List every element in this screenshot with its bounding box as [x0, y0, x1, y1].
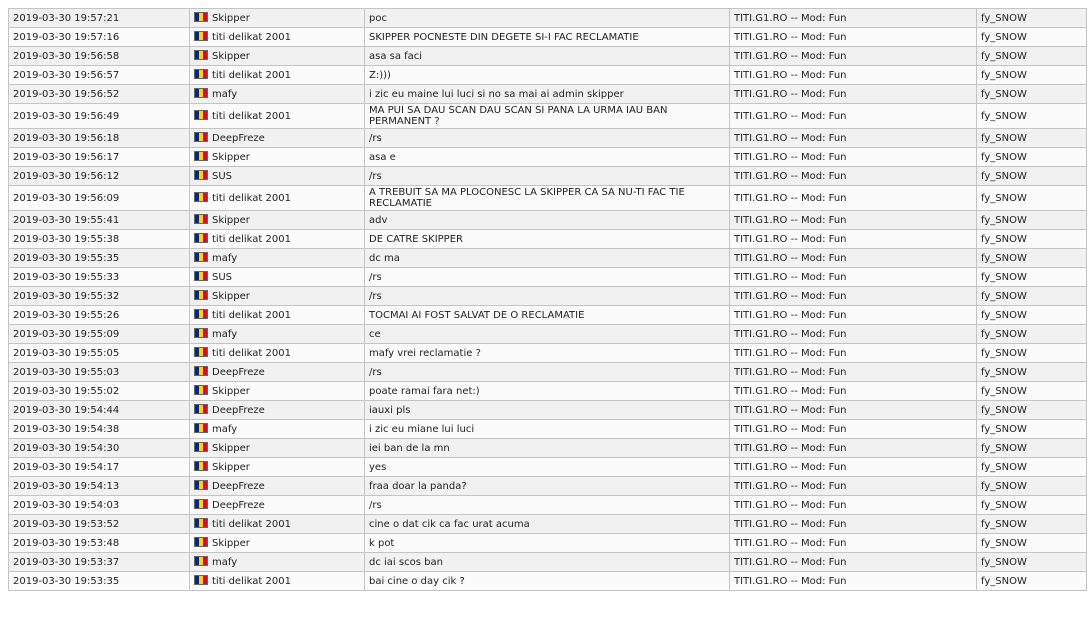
player-name: Skipper — [212, 443, 250, 454]
table-row — [9, 66, 1087, 85]
player-name: titi delikat 2001 — [212, 70, 291, 81]
message-cell: i zic eu maine lui luci si no sa mai ai admin skipper — [365, 85, 730, 104]
message-cell: dc ma — [365, 249, 730, 268]
server-cell: TITI.G1.RO -- Mod: Fun — [730, 47, 977, 66]
romania-flag-icon — [194, 290, 208, 300]
table-row — [9, 306, 1087, 325]
romania-flag-icon — [194, 31, 208, 41]
map-cell: fy_SNOW — [977, 85, 1087, 104]
timestamp-cell: 2019-03-30 19:55:38 — [9, 230, 190, 249]
server-cell: TITI.G1.RO -- Mod: Fun — [730, 9, 977, 28]
message-cell: /rs — [365, 129, 730, 148]
timestamp-cell: 2019-03-30 19:53:52 — [9, 515, 190, 534]
romania-flag-icon — [194, 12, 208, 22]
table-row — [9, 47, 1087, 66]
map-cell: fy_SNOW — [977, 363, 1087, 382]
table-row — [9, 401, 1087, 420]
table-row — [9, 186, 1087, 211]
romania-flag-icon — [194, 233, 208, 243]
message-cell: /rs — [365, 363, 730, 382]
romania-flag-icon — [194, 170, 208, 180]
romania-flag-icon — [194, 132, 208, 142]
map-cell: fy_SNOW — [977, 211, 1087, 230]
player-cell — [190, 458, 365, 477]
romania-flag-icon — [194, 271, 208, 281]
player-name: mafy — [212, 89, 238, 100]
map-cell: fy_SNOW — [977, 572, 1087, 591]
server-cell: TITI.G1.RO -- Mod: Fun — [730, 85, 977, 104]
chat-log-body — [9, 9, 1087, 591]
map-cell: fy_SNOW — [977, 66, 1087, 85]
table-row — [9, 85, 1087, 104]
server-cell: TITI.G1.RO -- Mod: Fun — [730, 534, 977, 553]
message-cell: poate ramai fara net:) — [365, 382, 730, 401]
timestamp-cell: 2019-03-30 19:56:12 — [9, 167, 190, 186]
timestamp-cell: 2019-03-30 19:55:05 — [9, 344, 190, 363]
server-cell: TITI.G1.RO -- Mod: Fun — [730, 306, 977, 325]
timestamp-cell: 2019-03-30 19:55:26 — [9, 306, 190, 325]
player-cell — [190, 85, 365, 104]
map-cell: fy_SNOW — [977, 148, 1087, 167]
server-cell: TITI.G1.RO -- Mod: Fun — [730, 401, 977, 420]
player-cell — [190, 268, 365, 287]
map-cell: fy_SNOW — [977, 287, 1087, 306]
server-cell: TITI.G1.RO -- Mod: Fun — [730, 148, 977, 167]
table-row — [9, 325, 1087, 344]
server-cell: TITI.G1.RO -- Mod: Fun — [730, 553, 977, 572]
romania-flag-icon — [194, 328, 208, 338]
romania-flag-icon — [194, 151, 208, 161]
player-name: mafy — [212, 557, 238, 568]
player-name: titi delikat 2001 — [212, 193, 291, 204]
player-name: mafy — [212, 253, 238, 264]
message-cell: yes — [365, 458, 730, 477]
romania-flag-icon — [194, 88, 208, 98]
message-cell: SKIPPER POCNESTE DIN DEGETE SI-I FAC RECLAMATIE — [365, 28, 730, 47]
map-cell: fy_SNOW — [977, 306, 1087, 325]
player-cell — [190, 496, 365, 515]
player-cell — [190, 306, 365, 325]
message-cell: /rs — [365, 287, 730, 306]
timestamp-cell: 2019-03-30 19:56:09 — [9, 186, 190, 211]
map-cell: fy_SNOW — [977, 515, 1087, 534]
table-row — [9, 458, 1087, 477]
timestamp-cell: 2019-03-30 19:54:30 — [9, 439, 190, 458]
player-cell — [190, 515, 365, 534]
map-cell: fy_SNOW — [977, 167, 1087, 186]
map-cell: fy_SNOW — [977, 47, 1087, 66]
player-name: titi delikat 2001 — [212, 32, 291, 43]
table-row — [9, 382, 1087, 401]
table-row — [9, 420, 1087, 439]
server-cell: TITI.G1.RO -- Mod: Fun — [730, 344, 977, 363]
player-cell — [190, 344, 365, 363]
timestamp-cell: 2019-03-30 19:56:17 — [9, 148, 190, 167]
message-cell: MA PUI SA DAU SCAN DAU SCAN SI PANA LA URMA IAU BAN PERMANENT ? — [365, 104, 730, 129]
player-name: Skipper — [212, 13, 250, 24]
timestamp-cell: 2019-03-30 19:55:32 — [9, 287, 190, 306]
server-cell: TITI.G1.RO -- Mod: Fun — [730, 572, 977, 591]
player-cell — [190, 553, 365, 572]
message-cell: bai cine o day cik ? — [365, 572, 730, 591]
chat-log-table — [8, 8, 1087, 591]
server-cell: TITI.G1.RO -- Mod: Fun — [730, 477, 977, 496]
player-cell — [190, 129, 365, 148]
message-cell: adv — [365, 211, 730, 230]
romania-flag-icon — [194, 309, 208, 319]
map-cell: fy_SNOW — [977, 186, 1087, 211]
player-cell — [190, 382, 365, 401]
player-cell — [190, 439, 365, 458]
timestamp-cell: 2019-03-30 19:55:09 — [9, 325, 190, 344]
player-cell — [190, 9, 365, 28]
map-cell: fy_SNOW — [977, 382, 1087, 401]
message-cell: poc — [365, 9, 730, 28]
player-cell — [190, 148, 365, 167]
timestamp-cell: 2019-03-30 19:56:18 — [9, 129, 190, 148]
player-name: titi delikat 2001 — [212, 234, 291, 245]
player-name: titi delikat 2001 — [212, 519, 291, 530]
romania-flag-icon — [194, 192, 208, 202]
player-name: titi delikat 2001 — [212, 111, 291, 122]
map-cell: fy_SNOW — [977, 439, 1087, 458]
timestamp-cell: 2019-03-30 19:53:35 — [9, 572, 190, 591]
player-name: Skipper — [212, 462, 250, 473]
romania-flag-icon — [194, 461, 208, 471]
romania-flag-icon — [194, 518, 208, 528]
message-cell: mafy vrei reclamatie ? — [365, 344, 730, 363]
player-cell — [190, 230, 365, 249]
player-name: titi delikat 2001 — [212, 348, 291, 359]
map-cell: fy_SNOW — [977, 230, 1087, 249]
table-row — [9, 104, 1087, 129]
timestamp-cell: 2019-03-30 19:54:38 — [9, 420, 190, 439]
table-row — [9, 477, 1087, 496]
table-row — [9, 553, 1087, 572]
player-cell — [190, 477, 365, 496]
table-row — [9, 496, 1087, 515]
player-name: Skipper — [212, 386, 250, 397]
romania-flag-icon — [194, 252, 208, 262]
map-cell: fy_SNOW — [977, 420, 1087, 439]
message-cell: i zic eu miane lui luci — [365, 420, 730, 439]
message-cell: asa sa faci — [365, 47, 730, 66]
server-cell: TITI.G1.RO -- Mod: Fun — [730, 287, 977, 306]
server-cell: TITI.G1.RO -- Mod: Fun — [730, 129, 977, 148]
player-name: Skipper — [212, 291, 250, 302]
timestamp-cell: 2019-03-30 19:55:03 — [9, 363, 190, 382]
romania-flag-icon — [194, 423, 208, 433]
player-cell — [190, 47, 365, 66]
map-cell: fy_SNOW — [977, 129, 1087, 148]
player-cell — [190, 572, 365, 591]
player-cell — [190, 167, 365, 186]
player-name: titi delikat 2001 — [212, 576, 291, 587]
message-cell: cine o dat cik ca fac urat acuma — [365, 515, 730, 534]
romania-flag-icon — [194, 575, 208, 585]
map-cell: fy_SNOW — [977, 268, 1087, 287]
timestamp-cell: 2019-03-30 19:56:58 — [9, 47, 190, 66]
table-row — [9, 148, 1087, 167]
message-cell: k pot — [365, 534, 730, 553]
timestamp-cell: 2019-03-30 19:55:33 — [9, 268, 190, 287]
table-row — [9, 439, 1087, 458]
player-cell — [190, 325, 365, 344]
player-cell — [190, 287, 365, 306]
server-cell: TITI.G1.RO -- Mod: Fun — [730, 420, 977, 439]
server-cell: TITI.G1.RO -- Mod: Fun — [730, 186, 977, 211]
player-cell — [190, 534, 365, 553]
message-cell: /rs — [365, 496, 730, 515]
timestamp-cell: 2019-03-30 19:53:48 — [9, 534, 190, 553]
map-cell: fy_SNOW — [977, 325, 1087, 344]
player-cell — [190, 420, 365, 439]
timestamp-cell: 2019-03-30 19:55:35 — [9, 249, 190, 268]
player-name: mafy — [212, 424, 238, 435]
server-cell: TITI.G1.RO -- Mod: Fun — [730, 167, 977, 186]
server-cell: TITI.G1.RO -- Mod: Fun — [730, 382, 977, 401]
message-cell: TOCMAI AI FOST SALVAT DE O RECLAMATIE — [365, 306, 730, 325]
table-row — [9, 129, 1087, 148]
player-name: SUS — [212, 272, 233, 283]
timestamp-cell: 2019-03-30 19:53:37 — [9, 553, 190, 572]
player-cell — [190, 66, 365, 85]
message-cell: DE CATRE SKIPPER — [365, 230, 730, 249]
table-row — [9, 287, 1087, 306]
timestamp-cell: 2019-03-30 19:54:03 — [9, 496, 190, 515]
table-row — [9, 9, 1087, 28]
message-cell: Z:))) — [365, 66, 730, 85]
player-name: DeepFreze — [212, 405, 265, 416]
player-name: DeepFreze — [212, 133, 265, 144]
message-cell: asa e — [365, 148, 730, 167]
timestamp-cell: 2019-03-30 19:54:44 — [9, 401, 190, 420]
table-row — [9, 28, 1087, 47]
map-cell: fy_SNOW — [977, 28, 1087, 47]
map-cell: fy_SNOW — [977, 9, 1087, 28]
map-cell: fy_SNOW — [977, 401, 1087, 420]
message-cell: /rs — [365, 268, 730, 287]
table-row — [9, 230, 1087, 249]
player-cell — [190, 401, 365, 420]
server-cell: TITI.G1.RO -- Mod: Fun — [730, 458, 977, 477]
message-cell: /rs — [365, 167, 730, 186]
romania-flag-icon — [194, 214, 208, 224]
message-cell: ce — [365, 325, 730, 344]
server-cell: TITI.G1.RO -- Mod: Fun — [730, 496, 977, 515]
romania-flag-icon — [194, 50, 208, 60]
map-cell: fy_SNOW — [977, 104, 1087, 129]
table-row — [9, 167, 1087, 186]
player-name: Skipper — [212, 538, 250, 549]
player-name: DeepFreze — [212, 367, 265, 378]
romania-flag-icon — [194, 110, 208, 120]
map-cell: fy_SNOW — [977, 458, 1087, 477]
server-cell: TITI.G1.RO -- Mod: Fun — [730, 249, 977, 268]
message-cell: iei ban de la mn — [365, 439, 730, 458]
romania-flag-icon — [194, 499, 208, 509]
timestamp-cell: 2019-03-30 19:56:57 — [9, 66, 190, 85]
player-name: titi delikat 2001 — [212, 310, 291, 321]
table-row — [9, 572, 1087, 591]
timestamp-cell: 2019-03-30 19:56:52 — [9, 85, 190, 104]
timestamp-cell: 2019-03-30 19:57:16 — [9, 28, 190, 47]
timestamp-cell: 2019-03-30 19:56:49 — [9, 104, 190, 129]
player-name: SUS — [212, 171, 233, 182]
player-cell — [190, 363, 365, 382]
table-row — [9, 515, 1087, 534]
romania-flag-icon — [194, 556, 208, 566]
timestamp-cell: 2019-03-30 19:55:02 — [9, 382, 190, 401]
player-cell — [190, 186, 365, 211]
timestamp-cell: 2019-03-30 19:57:21 — [9, 9, 190, 28]
table-row — [9, 363, 1087, 382]
romania-flag-icon — [194, 442, 208, 452]
server-cell: TITI.G1.RO -- Mod: Fun — [730, 363, 977, 382]
romania-flag-icon — [194, 385, 208, 395]
player-name: DeepFreze — [212, 481, 265, 492]
server-cell: TITI.G1.RO -- Mod: Fun — [730, 230, 977, 249]
table-row — [9, 268, 1087, 287]
message-cell: dc iai scos ban — [365, 553, 730, 572]
timestamp-cell: 2019-03-30 19:54:17 — [9, 458, 190, 477]
map-cell: fy_SNOW — [977, 496, 1087, 515]
server-cell: TITI.G1.RO -- Mod: Fun — [730, 268, 977, 287]
player-cell — [190, 249, 365, 268]
player-cell — [190, 104, 365, 129]
message-cell: fraa doar la panda? — [365, 477, 730, 496]
player-cell — [190, 211, 365, 230]
message-cell: A TREBUIT SA MA PLOCONESC LA SKIPPER CA SA NU-TI FAC TIE RECLAMATIE — [365, 186, 730, 211]
romania-flag-icon — [194, 69, 208, 79]
map-cell: fy_SNOW — [977, 249, 1087, 268]
player-name: Skipper — [212, 51, 250, 62]
server-cell: TITI.G1.RO -- Mod: Fun — [730, 104, 977, 129]
map-cell: fy_SNOW — [977, 553, 1087, 572]
map-cell: fy_SNOW — [977, 477, 1087, 496]
player-name: Skipper — [212, 152, 250, 163]
timestamp-cell: 2019-03-30 19:55:41 — [9, 211, 190, 230]
message-cell: iauxi pls — [365, 401, 730, 420]
server-cell: TITI.G1.RO -- Mod: Fun — [730, 515, 977, 534]
romania-flag-icon — [194, 347, 208, 357]
server-cell: TITI.G1.RO -- Mod: Fun — [730, 325, 977, 344]
table-row — [9, 249, 1087, 268]
map-cell: fy_SNOW — [977, 534, 1087, 553]
table-row — [9, 211, 1087, 230]
player-name: mafy — [212, 329, 238, 340]
player-name: Skipper — [212, 215, 250, 226]
timestamp-cell: 2019-03-30 19:54:13 — [9, 477, 190, 496]
player-cell — [190, 28, 365, 47]
server-cell: TITI.G1.RO -- Mod: Fun — [730, 439, 977, 458]
romania-flag-icon — [194, 537, 208, 547]
romania-flag-icon — [194, 366, 208, 376]
server-cell: TITI.G1.RO -- Mod: Fun — [730, 28, 977, 47]
server-cell: TITI.G1.RO -- Mod: Fun — [730, 211, 977, 230]
table-row — [9, 344, 1087, 363]
server-cell: TITI.G1.RO -- Mod: Fun — [730, 66, 977, 85]
table-row — [9, 534, 1087, 553]
romania-flag-icon — [194, 480, 208, 490]
map-cell: fy_SNOW — [977, 344, 1087, 363]
player-name: DeepFreze — [212, 500, 265, 511]
romania-flag-icon — [194, 404, 208, 414]
